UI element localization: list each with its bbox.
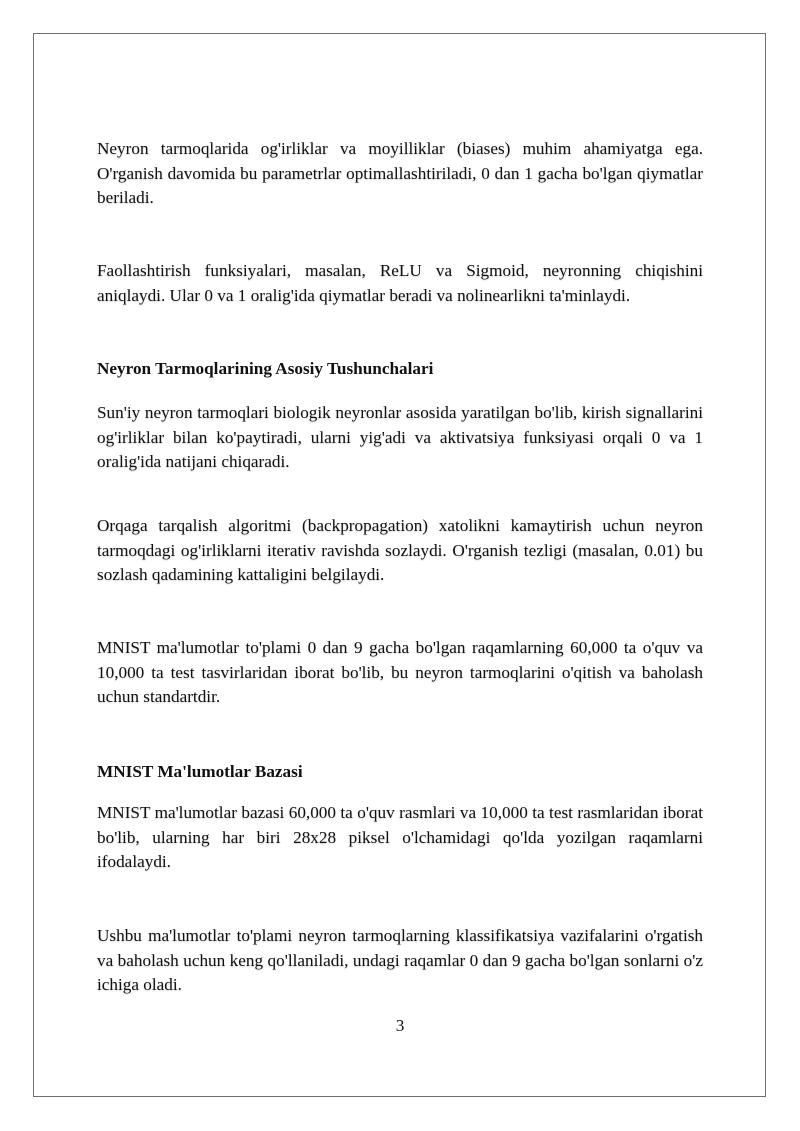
paragraph-mnist-dataset: MNIST ma'lumotlar to'plami 0 dan 9 gacha bo'lgan raqamlarning 60,000 ta o'quv va 10,000 ta test tasvirlaridan iborat bo'lib, bu neyron tarmoqlarini o'qitish va baholash uchun standartdir. xyxy=(97,638,703,706)
paragraph-mnist-database: MNIST ma'lumotlar bazasi 60,000 ta o'quv rasmlari va 10,000 ta test rasmlaridan iborat bo'lib, ularning har biri 28x28 piksel o'lchamidagi qo'lda yozilgan raqamlarni ifodalaydi. xyxy=(97,803,703,871)
paragraph-weights-biases: Neyron tarmoqlarida og'irliklar va moyilliklar (biases) muhim ahamiyatga ega. O'rganish davomida bu parametrlar optimallashtiriladi, 0 dan 1 gacha bo'lgan qiymatlar beriladi. xyxy=(97,139,703,207)
page-number: 3 xyxy=(395,1016,405,1035)
paragraph-activation-functions: Faollashtirish funksiyalari, masalan, ReLU va Sigmoid, neyronning chiqishini aniqlaydi. Ular 0 va 1 oralig'ida qiymatlar beradi va nolinearlikni ta'minlaydi. xyxy=(97,261,703,305)
paragraph-artificial-neurons: Sun'iy neyron tarmoqlari biologik neyronlar asosida yaratilgan bo'lib, kirish signallarini og'irliklar bilan ko'paytiradi, ularni yig'adi va aktivatsiya funksiyasi orqali 0 va 1 oralig'ida natijani chiqaradi. xyxy=(97,403,703,471)
paragraph-mnist-usage: Ushbu ma'lumotlar to'plami neyron tarmoqlarning klassifikatsiya vazifalarini o'rgatish va baholash uchun keng qo'llaniladi, undagi raqamlar 0 dan 9 gacha bo'lgan sonlarni o'z ichiga oladi. xyxy=(97,926,703,994)
section-heading-mnist: MNIST Ma'lumotlar Bazasi xyxy=(97,762,303,781)
section-heading-basic-concepts: Neyron Tarmoqlarining Asosiy Tushunchalari xyxy=(97,359,434,378)
paragraph-backpropagation: Orqaga tarqalish algoritmi (backpropagation) xatolikni kamaytirish uchun neyron tarmoqdagi og'irliklarni iterativ ravishda sozlaydi. O'rganish tezligi (masalan, 0.01) bu sozlash qadamining kattaligini belgilaydi. xyxy=(97,516,703,584)
